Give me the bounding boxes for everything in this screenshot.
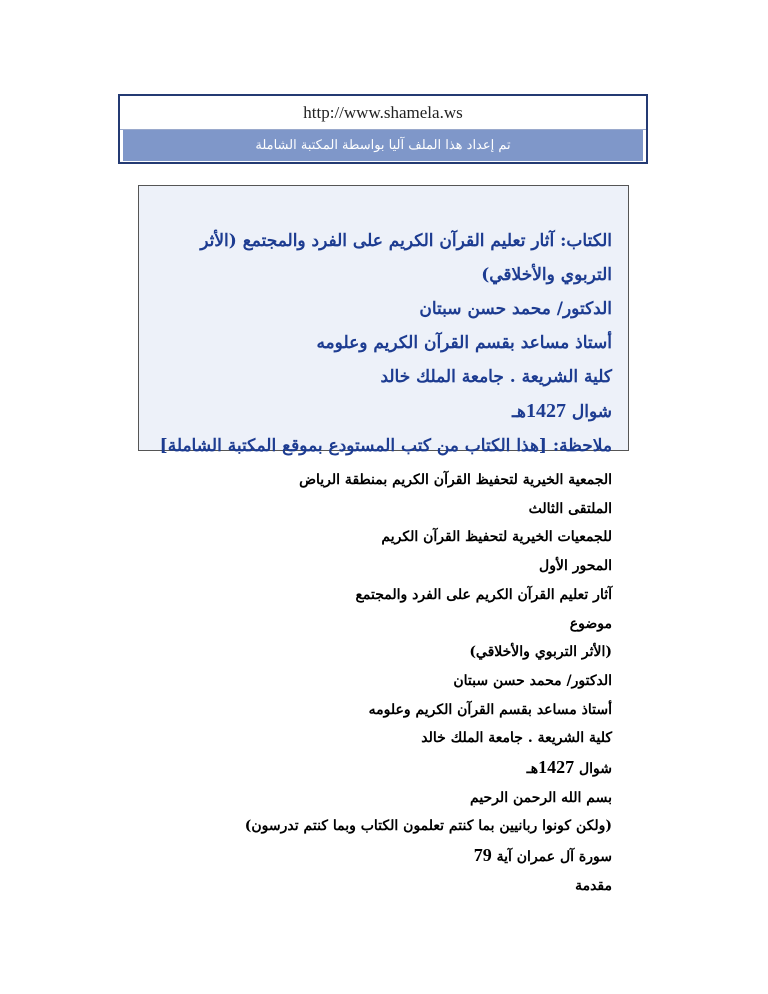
- content-line-12: بسم الله الرحمن الرحيم: [470, 789, 612, 806]
- header-box: [118, 94, 648, 164]
- content-line-15: مقدمة: [575, 877, 612, 894]
- book-note: ملاحظة: [هذا الكتاب من كتب المستودع بموقع المكتبة الشاملة]: [159, 436, 612, 456]
- book-date-suffix: هـ: [512, 402, 526, 422]
- content-line-02: الملتقى الثالث: [528, 500, 612, 517]
- content-line-01: الجمعية الخيرية لتحفيظ القرآن الكريم بمنطقة الرياض: [299, 472, 612, 488]
- book-date: [155, 394, 612, 429]
- content-line-11-number: 1427: [538, 757, 575, 778]
- content-line-11: [132, 753, 612, 784]
- book-date-prefix: شوال: [565, 402, 612, 422]
- book-author: الدكتور/ محمد حسن سبتان: [419, 299, 612, 319]
- content-line-14-prefix: سورة آل عمران آية: [491, 849, 612, 866]
- content-line-03: للجمعيات الخيرية لتحفيظ القرآن الكريم: [381, 529, 612, 546]
- author-position: أستاذ مساعد بقسم القرآن الكريم وعلومه: [316, 333, 612, 353]
- book-title: الكتاب: آثار تعليم القرآن الكريم على الفرد والمجتمع (الأثر التربوي والأخلاقي): [200, 231, 612, 285]
- content-line-07: (الأثر التربوي والأخلاقي): [469, 644, 612, 661]
- document-body: [132, 466, 612, 901]
- content-line-06: موضوع: [569, 615, 612, 632]
- book-info-box: [138, 185, 629, 456]
- author-college: كلية الشريعة . جامعة الملك خالد: [380, 367, 612, 387]
- content-line-14-number: 79: [473, 845, 492, 866]
- content-line-04: المحور الأول: [539, 558, 612, 575]
- content-line-09: أستاذ مساعد بقسم القرآن الكريم وعلومه: [368, 701, 612, 718]
- content-line-10: كلية الشريعة . جامعة الملك خالد: [421, 730, 612, 747]
- book-date-number: 1427: [525, 400, 566, 422]
- content-line-08: الدكتور/ محمد حسن سبتان: [453, 672, 612, 689]
- content-line-11-suffix: هـ: [526, 761, 539, 778]
- header-banner: تم إعداد هذا الملف آليا بواسطة المكتبة الشاملة: [123, 130, 643, 161]
- content-line-11-prefix: شوال: [574, 761, 612, 778]
- header-url[interactable]: http://www.shamela.ws: [120, 96, 646, 130]
- content-line-13: (ولكن كونوا ربانيين بما كنتم تعلمون الكتاب وبما كنتم تدرسون): [244, 818, 612, 835]
- content-line-05: آثار تعليم القرآن الكريم على الفرد والمجتمع: [355, 586, 612, 603]
- content-line-14: [132, 841, 612, 872]
